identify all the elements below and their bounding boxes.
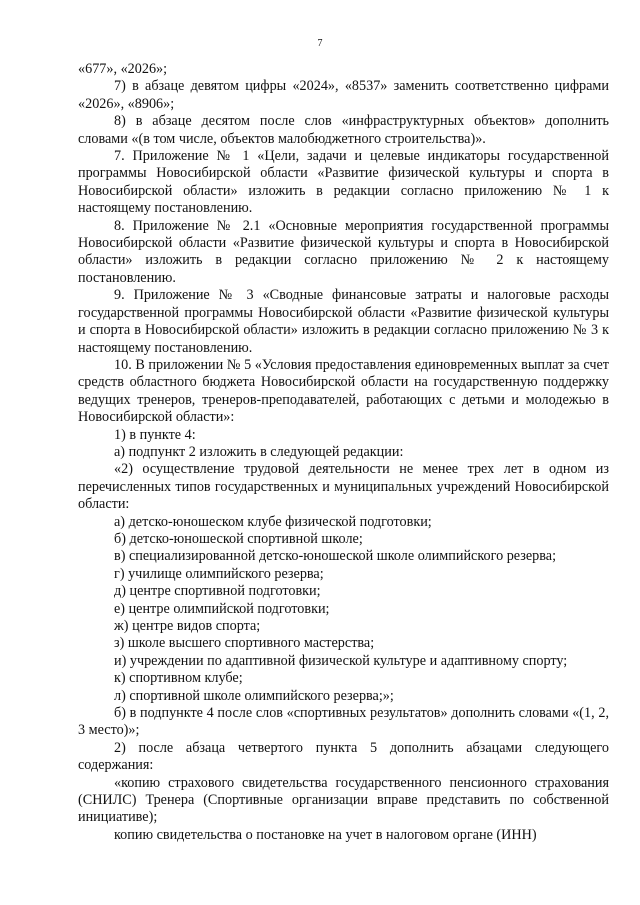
list-item: б) детско-юношеской спортивной школе; [114,530,363,547]
paragraph: 1) в пункте 4: [114,426,196,443]
paragraph: копию свидетельства о постановке на учет в налоговом органе (ИНН) [114,826,537,843]
paragraph: 7. Приложение № 1 «Цели, задачи и целевые индикаторы государственной программы Новосибирской области «Развитие физической культуры и спорта в Новосибирской области» изложить в редакции согласно приложению № 1 к настоящему постановлению. [78,148,609,217]
list-item: з) школе высшего спортивного мастерства; [114,635,375,652]
list-item: ж) центре видов спорта; [114,618,261,634]
list-item: л) спортивной школе олимпийского резерва;»; [114,687,394,704]
paragraph: а) подпункт 2 изложить в следующей редакции: [114,443,404,460]
list-item: в) специализированной детско-юношеской школе олимпийского резерва; [114,548,557,565]
paragraph: «копию страхового свидетельства государственного пенсионного страхования (СНИЛС) Тренера (Спортивные организации вправе представить по собственной инициативе); [78,774,609,826]
list-item: е) центре олимпийской подготовки; [114,600,330,617]
list-item: а) детско-юношеском клубе физической подготовки; [114,513,432,530]
paragraph: 10. В приложении № 5 «Условия предоставления единовременных выплат за счет средств областного бюджета Новосибирской области на государственную поддержку ведущих тренеров, тренеров-преподавателей, работающих с детьми и молодежью в Новосибирской области»: [78,356,609,426]
paragraph: 9. Приложение № 3 «Сводные финансовые затраты и налоговые расходы государственной программы Новосибирской области «Развитие физической культуры и спорта в Новосибирской области» изложить в редакции согласно приложению № 3 к настоящему постановлению. [78,287,609,356]
paragraph: 8) в абзаце десятом после слов «инфраструктурных объектов» дополнить словами «(в том числе, объектов малобюджетного строительства)». [78,113,609,147]
paragraph: «2) осуществление трудовой деятельности не менее трех лет в одном из перечисленных типов государственных и муниципальных учреждений Новосибирской области: [78,461,609,513]
paragraph: 7) в абзаце девятом цифры «2024», «8537» заменить соответственно цифрами «2026», «8906»; [78,78,609,112]
list-item: г) училище олимпийского резерва; [114,565,324,582]
page-number: 7 [317,38,323,49]
paragraph: 8. Приложение № 2.1 «Основные мероприятия государственной программы Новосибирской области «Развитие физической культуры и спорта в Новосибирской области» изложить в редакции согласно приложению № 2 к настоящему постановлению. [78,217,609,286]
list-item: и) учреждении по адаптивной физической культуре и адаптивному спорту; [114,652,568,669]
paragraph: «677», «2026»; [78,61,168,77]
list-item: к) спортивном клубе; [114,670,243,687]
paragraph: б) в подпункте 4 после слов «спортивных результатов» дополнить словами «(1, 2, 3 место)»; [78,705,609,739]
paragraph: 2) после абзаца четвертого пункта 5 дополнить абзацами следующего содержания: [78,739,609,774]
document-body [78,61,609,844]
list-item: д) центре спортивной подготовки; [114,583,321,600]
